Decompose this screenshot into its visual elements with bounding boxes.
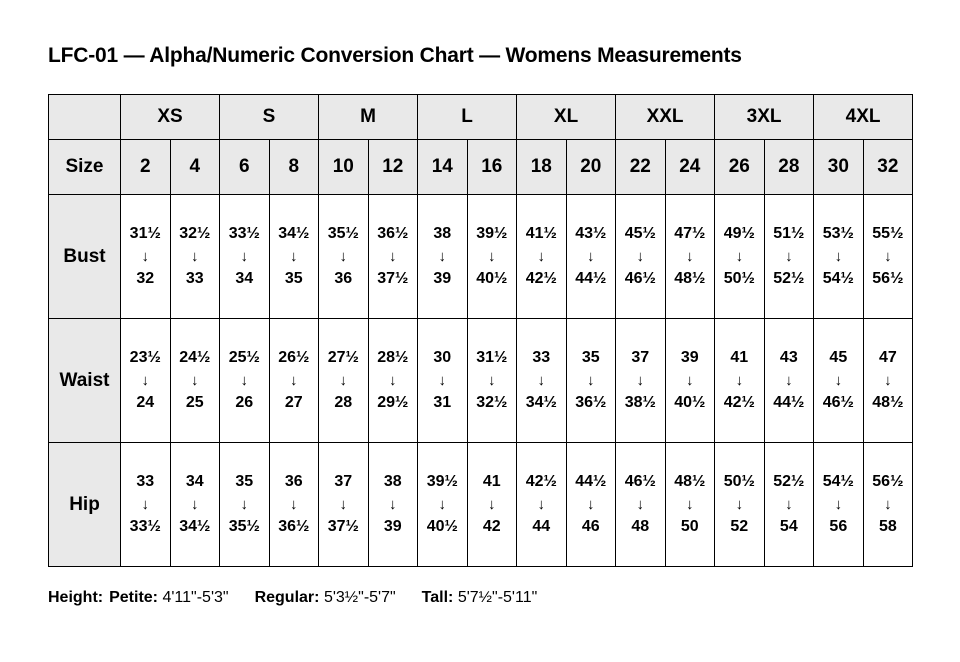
size-conversion-table <box>48 94 913 567</box>
numeric-size-22: 22 <box>616 140 666 195</box>
down-arrow-icon: ↓ <box>191 372 199 389</box>
range-to: 44 <box>532 518 551 535</box>
row-label-hip: Hip <box>49 443 121 567</box>
size-row-label: Size <box>49 140 121 195</box>
regular-label: Regular: <box>254 589 320 606</box>
height-regular <box>255 589 396 606</box>
range-from: 37 <box>631 349 650 366</box>
range-to: 26 <box>235 394 254 411</box>
alpha-size-3xl: 3XL <box>715 95 814 140</box>
measurement-range-cell <box>319 443 369 567</box>
measurement-range-cell <box>467 319 517 443</box>
table-header <box>49 95 913 195</box>
measurement-range-cell <box>715 443 765 567</box>
row-label-waist: Waist <box>49 319 121 443</box>
range-to: 56 <box>829 518 848 535</box>
down-arrow-icon: ↓ <box>339 496 348 513</box>
measurement-range-cell <box>121 443 171 567</box>
range-from: 47 <box>878 349 897 366</box>
measurement-range-cell <box>665 443 715 567</box>
numeric-size-row <box>49 140 913 195</box>
range-from: 44½ <box>575 473 607 490</box>
measurement-range-cell <box>814 319 864 443</box>
range-to: 42½ <box>723 394 755 411</box>
measurement-range-cell <box>616 319 666 443</box>
range-from: 41 <box>730 349 749 366</box>
measurement-range-cell <box>863 443 913 567</box>
down-arrow-icon: ↓ <box>488 248 496 265</box>
down-arrow-icon: ↓ <box>636 496 645 513</box>
numeric-size-4: 4 <box>170 140 220 195</box>
range-to: 56½ <box>872 270 904 287</box>
numeric-size-26: 26 <box>715 140 765 195</box>
alpha-size-xs: XS <box>121 95 220 140</box>
range-to: 44½ <box>575 270 607 287</box>
range-to: 58 <box>878 518 897 535</box>
down-arrow-icon: ↓ <box>785 496 793 513</box>
down-arrow-icon: ↓ <box>339 248 348 265</box>
numeric-size-12: 12 <box>368 140 418 195</box>
range-to: 42 <box>482 518 501 535</box>
numeric-size-8: 8 <box>269 140 319 195</box>
regular-value: 5'3½"-5'7" <box>323 589 396 606</box>
measurement-range-cell <box>566 319 616 443</box>
range-from: 54½ <box>822 473 854 490</box>
range-from: 28½ <box>377 349 409 366</box>
down-arrow-icon: ↓ <box>290 248 298 265</box>
range-to: 31 <box>433 394 452 411</box>
range-to: 36½ <box>575 394 607 411</box>
measurement-row-waist <box>49 319 913 443</box>
measurement-range-cell <box>764 319 814 443</box>
range-to: 48 <box>631 518 650 535</box>
alpha-size-l: L <box>418 95 517 140</box>
numeric-size-18: 18 <box>517 140 567 195</box>
range-to: 52½ <box>773 270 805 287</box>
range-from: 55½ <box>872 225 904 242</box>
measurement-range-cell <box>121 195 171 319</box>
range-from: 36½ <box>377 225 409 242</box>
range-from: 52½ <box>773 473 805 490</box>
range-to: 46½ <box>624 270 656 287</box>
numeric-size-30: 30 <box>814 140 864 195</box>
down-arrow-icon: ↓ <box>686 248 694 265</box>
down-arrow-icon: ↓ <box>636 248 645 265</box>
down-arrow-icon: ↓ <box>834 372 843 389</box>
range-to: 34½ <box>179 518 211 535</box>
range-to: 46 <box>581 518 600 535</box>
measurement-range-cell <box>814 195 864 319</box>
range-to: 54½ <box>822 270 854 287</box>
range-to: 36 <box>334 270 353 287</box>
range-from: 34½ <box>278 225 310 242</box>
measurement-range-cell <box>319 319 369 443</box>
measurement-range-cell <box>418 443 468 567</box>
range-from: 31½ <box>476 349 508 366</box>
measurement-range-cell <box>467 195 517 319</box>
measurement-range-cell <box>220 443 270 567</box>
down-arrow-icon: ↓ <box>438 372 447 389</box>
range-from: 50½ <box>723 473 755 490</box>
range-from: 47½ <box>674 225 706 242</box>
range-to: 48½ <box>674 270 706 287</box>
range-to: 34½ <box>525 394 557 411</box>
range-to: 39 <box>383 518 402 535</box>
range-to: 40½ <box>476 270 508 287</box>
measurement-range-cell <box>665 319 715 443</box>
alpha-size-xl: XL <box>517 95 616 140</box>
alpha-size-xxl: XXL <box>616 95 715 140</box>
range-from: 42½ <box>525 473 557 490</box>
measurement-range-cell <box>121 319 171 443</box>
down-arrow-icon: ↓ <box>240 372 249 389</box>
range-to: 28 <box>334 394 353 411</box>
range-from: 37 <box>334 473 353 490</box>
down-arrow-icon: ↓ <box>785 372 793 389</box>
numeric-size-14: 14 <box>418 140 468 195</box>
range-from: 35 <box>581 349 600 366</box>
measurement-range-cell <box>566 195 616 319</box>
range-to: 32½ <box>476 394 508 411</box>
down-arrow-icon: ↓ <box>686 496 694 513</box>
range-to: 34 <box>235 270 254 287</box>
range-to: 50 <box>680 518 699 535</box>
numeric-size-32: 32 <box>863 140 913 195</box>
numeric-size-20: 20 <box>566 140 616 195</box>
down-arrow-icon: ↓ <box>389 248 397 265</box>
range-from: 31½ <box>129 225 161 242</box>
range-to: 54 <box>779 518 798 535</box>
range-to: 46½ <box>822 394 854 411</box>
range-from: 39½ <box>476 225 508 242</box>
measurement-range-cell <box>616 195 666 319</box>
measurement-range-cell <box>863 195 913 319</box>
down-arrow-icon: ↓ <box>141 372 149 389</box>
range-from: 41½ <box>525 225 557 242</box>
measurement-range-cell <box>517 443 567 567</box>
measurement-range-cell <box>814 443 864 567</box>
range-from: 53½ <box>822 225 854 242</box>
measurement-range-cell <box>170 195 220 319</box>
down-arrow-icon: ↓ <box>191 496 199 513</box>
height-petite <box>109 589 228 606</box>
down-arrow-icon: ↓ <box>834 496 843 513</box>
measurement-range-cell <box>368 319 418 443</box>
range-from: 39 <box>680 349 699 366</box>
range-to: 52 <box>730 518 749 535</box>
range-from: 48½ <box>674 473 706 490</box>
down-arrow-icon: ↓ <box>438 248 447 265</box>
measurement-range-cell <box>764 195 814 319</box>
down-arrow-icon: ↓ <box>686 372 694 389</box>
measurement-range-cell <box>863 319 913 443</box>
measurement-range-cell <box>220 195 270 319</box>
range-from: 26½ <box>278 349 310 366</box>
numeric-size-24: 24 <box>665 140 715 195</box>
measurement-range-cell <box>269 319 319 443</box>
down-arrow-icon: ↓ <box>290 496 298 513</box>
down-arrow-icon: ↓ <box>191 248 199 265</box>
measurement-rows <box>49 195 913 567</box>
measurement-range-cell <box>517 319 567 443</box>
row-label-bust: Bust <box>49 195 121 319</box>
down-arrow-icon: ↓ <box>834 248 843 265</box>
range-to: 24 <box>136 394 155 411</box>
range-to: 40½ <box>426 518 458 535</box>
down-arrow-icon: ↓ <box>735 372 744 389</box>
range-to: 29½ <box>377 394 409 411</box>
down-arrow-icon: ↓ <box>587 372 595 389</box>
range-from: 34 <box>185 473 204 490</box>
range-to: 32 <box>136 270 155 287</box>
measurement-range-cell <box>616 443 666 567</box>
down-arrow-icon: ↓ <box>141 248 149 265</box>
page-title: LFC-01 — Alpha/Numeric Conversion Chart — Womens Measurements <box>48 44 742 67</box>
range-from: 25½ <box>228 349 260 366</box>
down-arrow-icon: ↓ <box>785 248 793 265</box>
range-to: 35½ <box>228 518 260 535</box>
petite-value: 4'11"-5'3" <box>162 589 229 606</box>
measurement-range-cell <box>220 319 270 443</box>
down-arrow-icon: ↓ <box>240 496 249 513</box>
down-arrow-icon: ↓ <box>636 372 645 389</box>
range-from: 38 <box>433 225 452 242</box>
range-from: 45 <box>829 349 848 366</box>
measurement-row-bust <box>49 195 913 319</box>
range-to: 39 <box>433 270 452 287</box>
range-from: 43½ <box>575 225 607 242</box>
down-arrow-icon: ↓ <box>735 496 744 513</box>
numeric-size-6: 6 <box>220 140 270 195</box>
range-to: 38½ <box>624 394 656 411</box>
down-arrow-icon: ↓ <box>884 248 892 265</box>
down-arrow-icon: ↓ <box>488 372 496 389</box>
tall-label: Tall: <box>421 589 454 606</box>
measurement-range-cell <box>418 195 468 319</box>
range-from: 32½ <box>179 225 211 242</box>
measurement-range-cell <box>715 195 765 319</box>
range-from: 36 <box>284 473 303 490</box>
range-from: 43 <box>779 349 798 366</box>
numeric-size-10: 10 <box>319 140 369 195</box>
range-from: 33½ <box>228 225 260 242</box>
measurement-range-cell <box>566 443 616 567</box>
down-arrow-icon: ↓ <box>587 248 595 265</box>
measurement-range-cell <box>368 195 418 319</box>
range-to: 44½ <box>773 394 805 411</box>
range-from: 24½ <box>179 349 211 366</box>
down-arrow-icon: ↓ <box>240 248 249 265</box>
range-from: 33 <box>136 473 155 490</box>
range-from: 33 <box>532 349 551 366</box>
range-from: 46½ <box>624 473 656 490</box>
down-arrow-icon: ↓ <box>735 248 744 265</box>
corner-cell <box>49 95 121 140</box>
alpha-size-m: M <box>319 95 418 140</box>
range-to: 25 <box>185 394 204 411</box>
measurement-range-cell <box>418 319 468 443</box>
range-to: 37½ <box>377 270 409 287</box>
height-tall <box>422 589 538 606</box>
range-from: 35½ <box>327 225 359 242</box>
range-to: 40½ <box>674 394 706 411</box>
measurement-range-cell <box>269 195 319 319</box>
down-arrow-icon: ↓ <box>587 496 595 513</box>
range-to: 33 <box>185 270 204 287</box>
measurement-range-cell <box>764 443 814 567</box>
height-legend <box>48 589 912 607</box>
range-from: 38 <box>383 473 402 490</box>
down-arrow-icon: ↓ <box>438 496 447 513</box>
range-from: 49½ <box>723 225 755 242</box>
down-arrow-icon: ↓ <box>290 372 298 389</box>
measurement-range-cell <box>665 195 715 319</box>
range-to: 33½ <box>129 518 161 535</box>
down-arrow-icon: ↓ <box>537 496 546 513</box>
alpha-size-4xl: 4XL <box>814 95 913 140</box>
range-from: 35 <box>235 473 254 490</box>
measurement-range-cell <box>517 195 567 319</box>
range-from: 45½ <box>624 225 656 242</box>
measurement-range-cell <box>269 443 319 567</box>
measurement-range-cell <box>715 319 765 443</box>
range-from: 23½ <box>129 349 161 366</box>
measurement-range-cell <box>319 195 369 319</box>
measurement-row-hip <box>49 443 913 567</box>
measurement-range-cell <box>170 319 220 443</box>
tall-value: 5'7½"-5'11" <box>457 589 538 606</box>
down-arrow-icon: ↓ <box>537 372 546 389</box>
range-to: 36½ <box>278 518 310 535</box>
range-from: 51½ <box>773 225 805 242</box>
alpha-size-s: S <box>220 95 319 140</box>
petite-label: Petite: <box>109 589 159 606</box>
range-to: 27 <box>284 394 303 411</box>
measurement-range-cell <box>368 443 418 567</box>
down-arrow-icon: ↓ <box>884 496 892 513</box>
numeric-size-2: 2 <box>121 140 171 195</box>
measurement-range-cell <box>170 443 220 567</box>
range-to: 42½ <box>525 270 557 287</box>
down-arrow-icon: ↓ <box>488 496 496 513</box>
down-arrow-icon: ↓ <box>389 496 397 513</box>
down-arrow-icon: ↓ <box>389 372 397 389</box>
range-from: 41 <box>482 473 501 490</box>
range-to: 50½ <box>723 270 755 287</box>
alpha-size-row <box>49 95 913 140</box>
down-arrow-icon: ↓ <box>339 372 348 389</box>
range-from: 30 <box>433 349 452 366</box>
range-from: 39½ <box>426 473 458 490</box>
down-arrow-icon: ↓ <box>884 372 892 389</box>
numeric-size-28: 28 <box>764 140 814 195</box>
range-to: 48½ <box>872 394 904 411</box>
range-to: 35 <box>284 270 303 287</box>
range-to: 37½ <box>327 518 359 535</box>
numeric-size-16: 16 <box>467 140 517 195</box>
range-from: 56½ <box>872 473 904 490</box>
height-label: Height: <box>48 589 104 606</box>
range-from: 27½ <box>327 349 359 366</box>
down-arrow-icon: ↓ <box>537 248 546 265</box>
measurement-range-cell <box>467 443 517 567</box>
down-arrow-icon: ↓ <box>141 496 149 513</box>
